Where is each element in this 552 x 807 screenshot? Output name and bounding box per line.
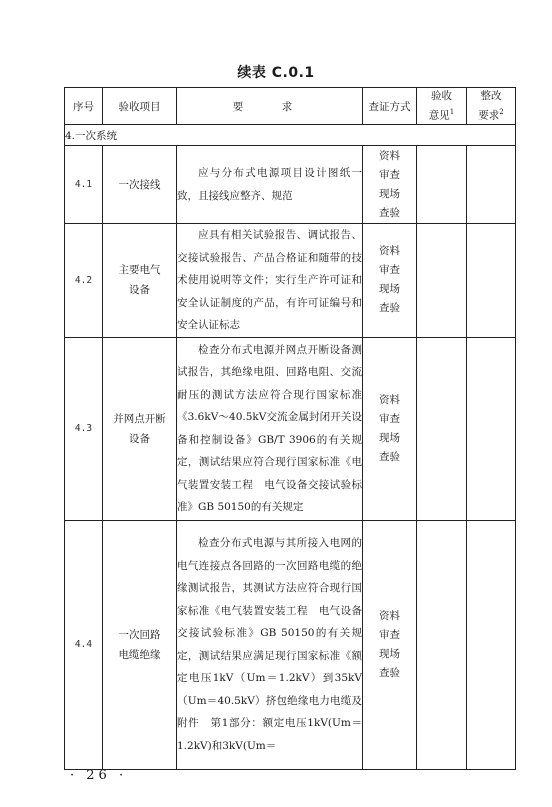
method-line: 资料 [379,393,400,406]
rectify-cell[interactable] [467,520,516,769]
header-requirement: 要 求 [177,88,363,125]
table-row [65,520,516,769]
row-item-line: 电缆绝缘 [118,648,161,661]
header-rectify-line2-wrap [467,104,515,124]
method-line: 现场 [379,431,400,444]
row-method [363,224,417,338]
row-requirement: 检查分布式电源并网点开断设备测试报告，其绝缘电阻、回路电阻、交流耐压的测试方法应符合现行国家标准《3.6kV～40.5kV交流金属封闭开关设备和控制设备》GB/T 3906的有关规定，测试结果应符合现行国家标准《电气装置安装工程 电气设备交接试验标准》GB 50150的有关规定 [177,337,363,520]
row-requirement: 应具有相关试验报告、调试报告、交接试验报告、产品合格证和随带的技术使用说明等文件；实行生产许可证和安全认证制度的产品，有许可证编号和安全认证标志 [177,224,363,338]
header-rectify-line1: 整改 [480,90,502,103]
section-row [65,125,516,146]
header-rectify-note: 2 [499,108,504,117]
rectify-cell[interactable] [467,337,516,520]
row-item-line: 设备 [129,284,150,297]
header-item: 验收项目 [103,88,177,125]
row-number: 4.4 [65,520,103,769]
header-opinion-note: 1 [449,108,455,117]
method-line: 现场 [379,283,400,296]
row-requirement: 检查分布式电源与其所接入电网的电气连接点各回路的一次回路电缆的绝缘测试报告，其测试方法应符合现行国家标准《电气装置安装工程 电气设备交接试验标准》GB 50150的有关规定，测试结果应满足现行国家标准《额定电压1kV（Um＝1.2kV）到35kV（Um＝40.5kV）挤包绝缘电力电缆及附件 第1部分：额定电压1kV(Um＝1.2kV)和3kV(Um＝ [177,520,363,769]
method-line: 资料 [379,245,400,258]
method-line: 查验 [379,206,400,219]
section-title: 4.一次系统 [65,125,516,146]
method-line: 资料 [379,609,400,622]
method-line: 审查 [379,264,400,277]
header-index: 序号 [65,88,103,125]
method-line: 审查 [379,412,400,425]
row-number: 4.3 [65,337,103,520]
page-number: · 26 · [70,768,128,783]
row-item [103,520,177,769]
rectify-cell[interactable] [467,224,516,338]
opinion-cell[interactable] [417,224,467,338]
row-item: 一次接线 [103,146,177,224]
opinion-cell[interactable] [417,520,467,769]
header-opinion-line2: 意见 [428,109,450,122]
header-opinion-line2-wrap [417,104,466,124]
row-item-line: 一次回路 [118,628,161,641]
method-line: 查验 [379,666,400,679]
header-method: 查证方式 [363,88,417,125]
method-line: 查验 [379,302,400,315]
table-caption: 续表 C.0.1 [237,65,315,81]
row-item-line: 设备 [129,432,150,445]
method-line: 查验 [379,450,400,463]
header-opinion [417,88,467,125]
rectify-cell[interactable] [467,146,516,224]
row-method [363,520,417,769]
method-line: 现场 [379,647,400,660]
row-method [363,337,417,520]
method-line: 现场 [379,187,400,200]
row-item-line: 主要电气 [118,264,161,277]
row-item [103,224,177,338]
method-line: 审查 [379,628,400,641]
header-rectify-line2: 要求 [478,109,500,122]
table-header-row [65,88,516,125]
opinion-cell[interactable] [417,337,467,520]
table-row [65,224,516,338]
row-item [103,337,177,520]
row-method [363,146,417,224]
acceptance-table [64,87,516,770]
method-line: 审查 [379,168,400,181]
table-row [65,337,516,520]
header-rectify [467,88,516,125]
row-requirement: 应与分布式电源项目设计图纸一致，且接线应整齐、规范 [177,146,363,224]
table-row [65,146,516,224]
header-opinion-line1: 验收 [431,90,452,103]
opinion-cell[interactable] [417,146,467,224]
row-number: 4.2 [65,224,103,338]
row-item-line: 并网点开断 [113,412,166,425]
row-number: 4.1 [65,146,103,224]
method-line: 资料 [379,149,400,162]
